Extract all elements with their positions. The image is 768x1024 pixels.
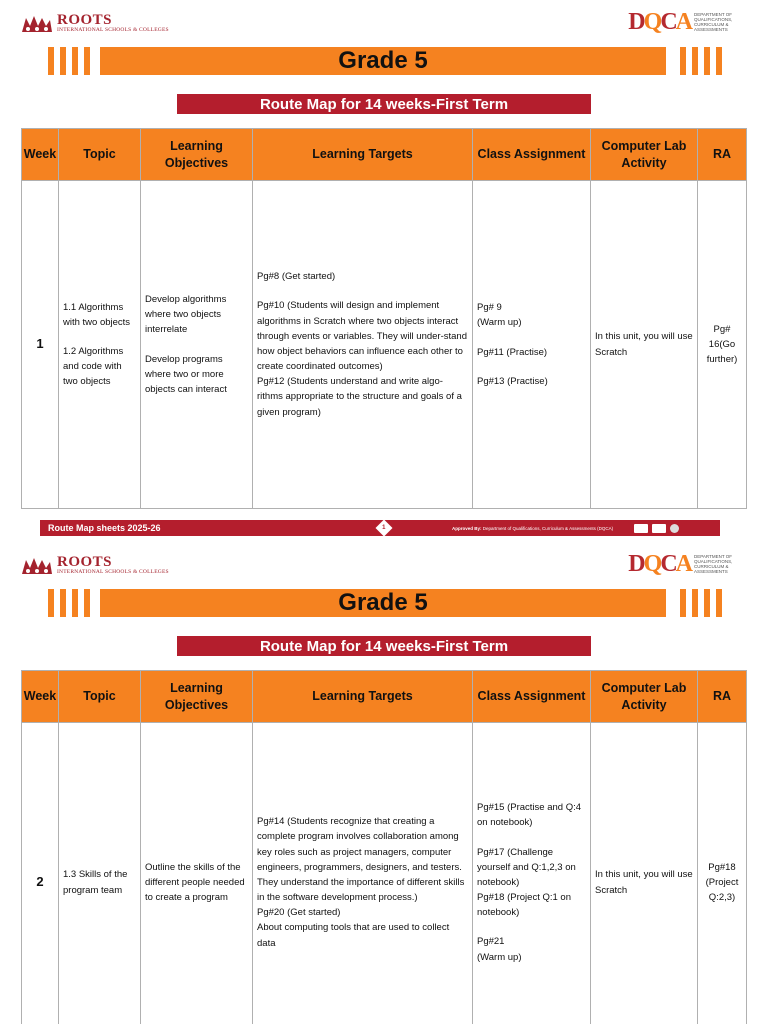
grade-banner [100,589,666,617]
route-map-title: Route Map for 14 weeks-First Term [177,94,591,114]
col-topic: Topic [59,129,141,181]
topic-text: 1.2 Algorithms and code with two objects [63,345,124,388]
dqca-letter-a: A [675,9,691,35]
col-ra: RA [698,129,747,181]
dqca-logo [628,9,738,35]
topic-cell [59,723,141,1024]
targets-cell [253,181,473,509]
roots-logo-name: ROOTS [57,11,113,28]
roots-logo [20,10,169,36]
assignment-text: Pg#11 (Practise) [477,346,548,358]
col-objectives: Learning Objectives [141,671,253,723]
roots-logo [20,552,169,578]
table-row [22,723,747,1024]
decor-bars-left [48,47,90,75]
approved-label: Approved By: [452,525,482,531]
col-week: Week [22,671,59,723]
roots-logo-name: ROOTS [57,553,113,570]
page-2 [0,542,768,1024]
dqca-letters [628,10,691,34]
route-map-table [21,670,747,1024]
partner-logo-icon [634,524,648,533]
dqca-letter-a: A [675,551,691,577]
week-cell: 1 [22,181,59,509]
roots-logo-sub: INTERNATIONAL SCHOOLS & COLLEGES [57,26,169,33]
topic-text: 1.1 Algorithms with two objects [63,301,131,328]
objective-text: Develop programs where two or more objects can interact [145,353,227,395]
target-text: Pg#10 (Students will design and implement algorithms in Scratch where two objects interact through events or variables. They will under-stand how object behaviors can influence each other to create coordinated outcomes) [257,300,467,373]
dqca-description: DEPARTMENT OF QUALIFICATIONS, CURRICULUM & ASSESSMENTS [694,553,733,575]
assignment-text: Pg# 9 [477,302,502,314]
objective-text: Develop algorithms where two objects interrelate [145,293,227,336]
table-header-row [22,671,747,723]
objective-text: Outline the skills of the different people needed to create a program [145,861,245,904]
target-text: About computing tools that are used to collect data [257,922,450,949]
dqca-letter-c: C [660,9,676,35]
col-lab: Computer Lab Activity [591,671,698,723]
roots-emblem-icon [20,12,54,34]
roots-logo-sub: INTERNATIONAL SCHOOLS & COLLEGES [57,568,169,575]
target-text: Pg#20 (Get started) [257,907,341,919]
assignment-text: Pg#13 (Practise) [477,375,548,387]
footer-title: Route Map sheets 2025-26 [48,523,161,533]
grade-banner [100,47,666,75]
objectives-cell [141,181,253,509]
assignment-text: (Warm up) [477,951,522,963]
col-objectives: Learning Objectives [141,129,253,181]
target-text: Pg#12 (Students understand and write algo-rithms appropriate to the structure and goals of a given program) [257,376,462,418]
col-lab: Computer Lab Activity [591,129,698,181]
assignment-text: Pg#17 (Challenge yourself and Q:1,2,3 on notebook) [477,846,576,888]
footer-approved [452,526,622,531]
page-footer [40,520,720,536]
decor-bars-right [680,589,722,617]
table-header-row [22,129,747,181]
lab-cell: In this unit, you will use Scratch [591,181,698,509]
page-number-badge [376,520,393,537]
decor-bars-left [48,589,90,617]
targets-cell [253,723,473,1024]
dqca-letter-q: Q [643,9,661,35]
partner-seal-icon [670,524,679,533]
roots-emblem-icon [20,554,54,576]
assignment-text: Pg#15 (Practise and Q:4 on notebook) [477,802,582,829]
assignment-text: (Warm up) [477,317,522,329]
footer-logos [634,524,679,533]
assignment-cell [473,723,591,1024]
route-map-title: Route Map for 14 weeks-First Term [177,636,591,656]
page-number: 1 [382,525,386,531]
lab-cell: In this unit, you will use Scratch [591,723,698,1024]
col-targets: Learning Targets [253,129,473,181]
table-row [22,181,747,509]
objectives-cell [141,723,253,1024]
dqca-letter-q: Q [643,551,661,577]
dqca-letters [628,552,691,576]
col-assignment: Class Assignment [473,671,591,723]
target-text: Pg#8 (Get started) [257,271,336,283]
col-assignment: Class Assignment [473,129,591,181]
ra-cell: Pg#18 (Project Q:2,3) [698,723,747,1024]
assignment-cell [473,181,591,509]
dqca-description: DEPARTMENT OF QUALIFICATIONS, CURRICULUM & ASSESSMENTS [694,11,733,33]
dqca-letter-d: D [628,9,644,35]
topic-text: 1.3 Skills of the program team [63,869,128,896]
col-ra: RA [698,671,747,723]
grade-title: Grade 5 [338,47,428,74]
assignment-text: Pg#18 (Project Q:1 on notebook) [477,892,571,919]
col-topic: Topic [59,671,141,723]
approved-by: Department of Qualifications, Curriculum & Assessments (DQCA) [482,525,614,531]
target-text: Pg#14 (Students recognize that creating a complete program involves collaboration among key roles such as project managers, computer engineers, programmers, designers, and testers. They understand the importance of different skills in the software development process.) [257,816,465,904]
grade-title: Grade 5 [338,589,428,616]
route-map-table [21,128,747,509]
assignment-text: Pg#21 [477,936,505,948]
topic-cell [59,181,141,509]
week-cell: 2 [22,723,59,1024]
ra-cell: Pg# 16(Go further) [698,181,747,509]
decor-bars-right [680,47,722,75]
dqca-logo [628,551,738,577]
partner-logo-icon [652,524,666,533]
dqca-letter-c: C [660,551,676,577]
col-targets: Learning Targets [253,671,473,723]
dqca-letter-d: D [628,551,644,577]
col-week: Week [22,129,59,181]
